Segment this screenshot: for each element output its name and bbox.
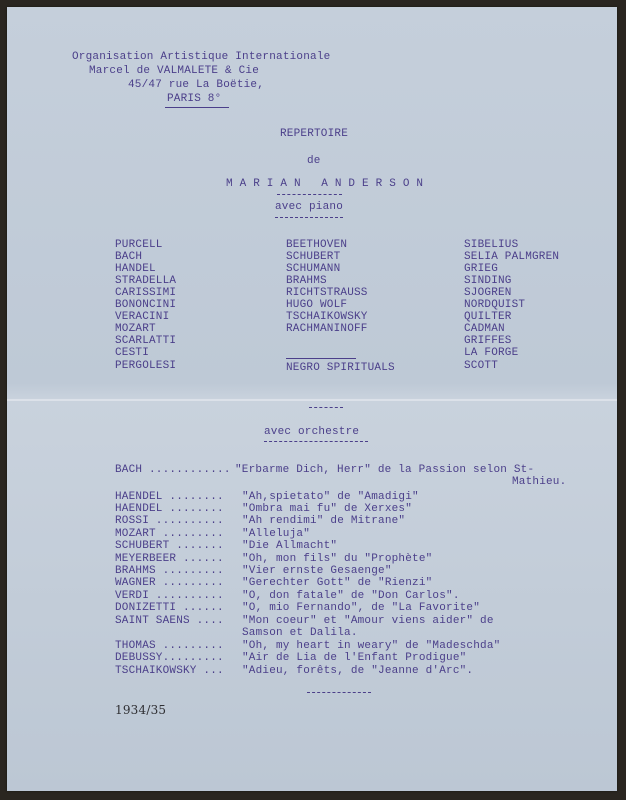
list-item: CESTI — [115, 347, 150, 359]
list-item: TSCHAIKOWSKY — [286, 311, 368, 323]
table-row-composer: TSCHAIKOWSKY ... — [115, 665, 224, 677]
table-row-composer: DONIZETTI ...... — [115, 602, 224, 614]
table-row-work-cont: Mathieu. — [512, 476, 567, 488]
spirituals-overline — [286, 358, 356, 359]
repertoire-de: de — [307, 155, 321, 167]
letterhead-address: 45/47 rue La Boëtie, — [128, 79, 265, 91]
table-row-composer: HAENDEL ........ — [115, 491, 224, 503]
list-item: HUGO WOLF — [286, 299, 348, 311]
table-row-composer: MEYERBEER ...... — [115, 553, 224, 565]
end-divider — [307, 692, 371, 693]
letterhead-org: Organisation Artistique Internationale — [72, 51, 331, 63]
table-row-work: "Die Allmacht" — [242, 540, 338, 552]
table-row-work: "Vier ernste Gesaenge" — [242, 565, 392, 577]
table-row-composer: DEBUSSY......... — [115, 652, 224, 664]
section-divider — [309, 407, 343, 408]
table-row-work: "Oh, mon fils" du "Prophète" — [242, 553, 433, 565]
artist-underline — [277, 194, 342, 195]
list-item: SCHUMANN — [286, 263, 341, 275]
list-item: RICHTSTRAUSS — [286, 287, 368, 299]
list-item: RACHMANINOFF — [286, 323, 368, 335]
table-row-work-cont: Samson et Dalila. — [242, 627, 358, 639]
letterhead-company: Marcel de VALMALETE & Cie — [89, 65, 260, 77]
table-row-composer: ROSSI .......... — [115, 515, 224, 527]
orchestra-underline — [264, 441, 368, 442]
table-row-work: "Erbarme Dich, Herr" de la Passion selon St- — [235, 464, 535, 476]
list-item: GRIEG — [464, 263, 499, 275]
repertoire-title: REPERTOIRE — [280, 128, 349, 140]
list-item: BACH — [115, 251, 143, 263]
list-item: STRADELLA — [115, 275, 177, 287]
letterhead-city: PARIS 8° — [167, 93, 222, 105]
document-sheet — [7, 7, 617, 791]
piano-heading: avec piano — [275, 201, 344, 213]
table-row-composer: MOZART ......... — [115, 528, 224, 540]
list-item: VERACINI — [115, 311, 170, 323]
city-underline — [165, 107, 229, 108]
list-item: SCHUBERT — [286, 251, 341, 263]
list-item: CADMAN — [464, 323, 505, 335]
list-item: PURCELL — [115, 239, 163, 251]
piano-underline — [275, 217, 343, 218]
table-row-work: "Ah rendimi" de Mitrane" — [242, 515, 406, 527]
table-row-composer: SAINT SAENS .... — [115, 615, 224, 627]
table-row-work: "Ombra mai fu" de Xerxes" — [242, 503, 413, 515]
table-row-composer: VERDI .......... — [115, 590, 224, 602]
list-item: PERGOLESI — [115, 360, 177, 372]
list-item: SELIA PALMGREN — [464, 251, 560, 263]
table-row-work: "Air de Lia de l'Enfant Prodigue" — [242, 652, 467, 664]
paper-fold — [7, 399, 617, 401]
table-row-work: "O, don fatale" de "Don Carlos". — [242, 590, 460, 602]
table-row-work: "Alleluja" — [242, 528, 311, 540]
table-row-composer: HAENDEL ........ — [115, 503, 224, 515]
season-year: 1934/35 — [115, 703, 167, 717]
table-row-work: "O, mio Fernando", de "La Favorite" — [242, 602, 481, 614]
artist-name: M A R I A N A N D E R S O N — [226, 178, 424, 190]
table-row-composer: WAGNER ......... — [115, 577, 224, 589]
table-row-work: "Gerechter Gott" de "Rienzi" — [242, 577, 433, 589]
table-row-work: "Ah,spietato" de "Amadigi" — [242, 491, 419, 503]
table-row-composer: SCHUBERT ....... — [115, 540, 224, 552]
list-item: SCARLATTI — [115, 335, 177, 347]
list-item: HANDEL — [115, 263, 156, 275]
table-row-work: "Adieu, forêts, de "Jeanne d'Arc". — [242, 665, 474, 677]
list-item: GRIFFES — [464, 335, 512, 347]
table-row-composer: BRAHMS ......... — [115, 565, 224, 577]
table-row-composer: BACH ............ — [115, 464, 231, 476]
list-item: LA FORGE — [464, 347, 519, 359]
table-row-work: "Mon coeur" et "Amour viens aider" de — [242, 615, 494, 627]
list-item: BONONCINI — [115, 299, 177, 311]
orchestra-heading: avec orchestre — [264, 426, 360, 438]
list-item: MOZART — [115, 323, 156, 335]
list-item: CARISSIMI — [115, 287, 177, 299]
list-item: QUILTER — [464, 311, 512, 323]
list-item: SIBELIUS — [464, 239, 519, 251]
list-item: SCOTT — [464, 360, 499, 372]
list-item: BRAHMS — [286, 275, 327, 287]
list-item: BEETHOVEN — [286, 239, 348, 251]
list-item: NORDQUIST — [464, 299, 526, 311]
table-row-work: "Oh, my heart in weary" de "Madeschda" — [242, 640, 501, 652]
list-item: NEGRO SPIRITUALS — [286, 362, 395, 374]
list-item: SJOGREN — [464, 287, 512, 299]
table-row-composer: THOMAS ......... — [115, 640, 224, 652]
list-item: SINDING — [464, 275, 512, 287]
